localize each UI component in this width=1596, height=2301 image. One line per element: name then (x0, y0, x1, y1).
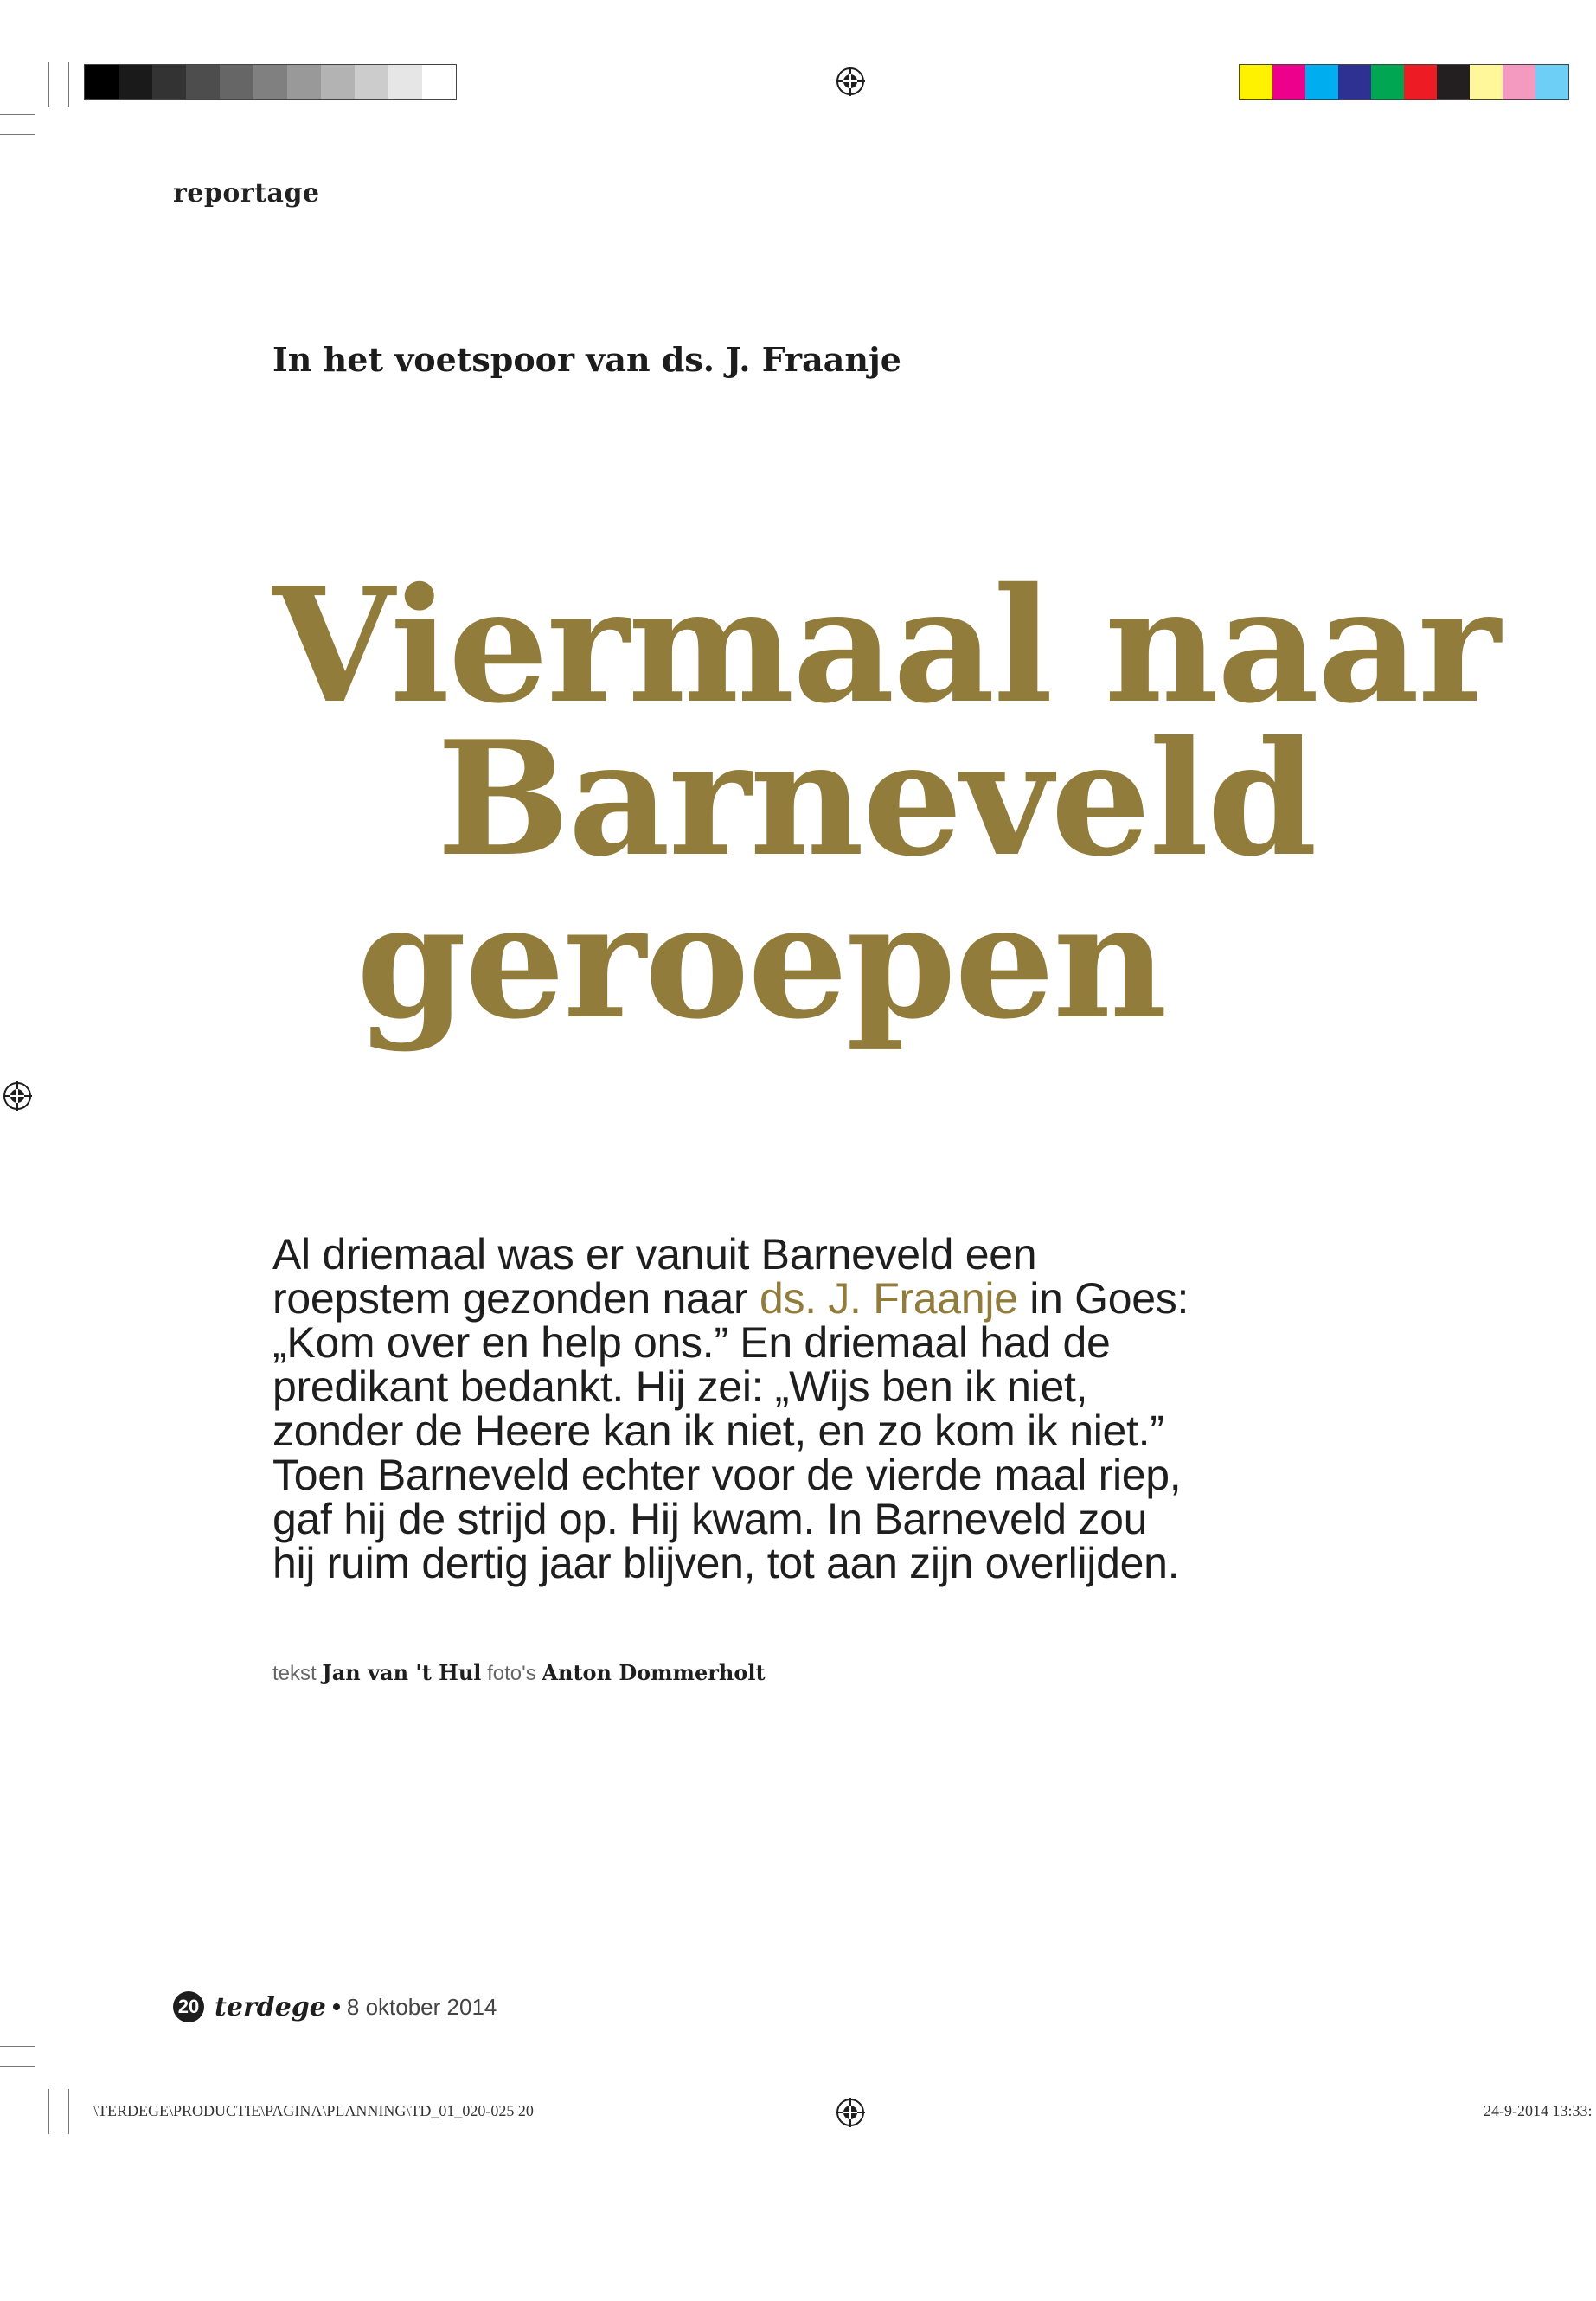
issue-date: 8 oktober 2014 (346, 1993, 497, 2020)
crop-mark (0, 134, 35, 135)
color-swatch (1272, 65, 1305, 99)
color-swatch (220, 65, 253, 99)
crop-mark (48, 62, 49, 107)
intro-line: hij ruim dertig jaar blijven, tot aan zijn overlijden. (272, 1539, 1180, 1587)
headline-line: Viermaal naar (272, 553, 1499, 738)
color-swatch (1404, 65, 1437, 99)
kicker: In het voetspoor van ds. J. Fraanje (272, 340, 901, 379)
production-timestamp: 24-9-2014 13:33: (1484, 2102, 1593, 2119)
intro-highlight: ds. J. Fraanje (759, 1274, 1018, 1323)
color-swatch (1338, 65, 1371, 99)
color-swatch (1470, 65, 1503, 99)
color-swatch (388, 65, 422, 99)
color-swatch (1305, 65, 1338, 99)
crop-mark (0, 2066, 35, 2067)
color-swatch (355, 65, 388, 99)
intro-line: gaf hij de strijd op. Hij kwam. In Barneveld zou (272, 1495, 1148, 1543)
page-folio (173, 1991, 497, 2022)
bullet-separator (333, 2003, 340, 2010)
intro-text: roepstem gezonden naar (272, 1274, 760, 1323)
color-swatch (253, 65, 287, 99)
intro-line: Al driemaal was er vanuit Barneveld een (272, 1230, 1037, 1279)
color-swatch (85, 65, 119, 99)
color-swatch (422, 65, 456, 99)
intro-line: predikant bedankt. Hij zei: „Wijs ben ik niet, (272, 1362, 1088, 1411)
section-label: reportage (173, 178, 320, 208)
credit-text-label: tekst (272, 1662, 317, 1685)
credit-photographer: Anton Dommerholt (542, 1660, 766, 1685)
color-swatch (152, 65, 186, 99)
intro-line (272, 1274, 1397, 1323)
headline-line: Barneveld (437, 706, 1316, 891)
production-slug: \TERDEGE\PRODUCTIE\PAGINA\PLANNING\TD_01_020-025 20 (93, 2102, 534, 2119)
credit-author: Jan van 't Hul (322, 1660, 482, 1685)
registration-target-icon (3, 1081, 32, 1111)
gray-calibration-strip (84, 64, 457, 100)
color-swatch (1437, 65, 1470, 99)
intro-line: zonder de Heere kan ik niet, en zo kom ik niet.” (272, 1407, 1164, 1455)
registration-target-icon (836, 2098, 865, 2127)
crop-mark (0, 2046, 35, 2047)
crop-mark (68, 62, 69, 107)
credit-photo-label: foto's (487, 1662, 536, 1685)
brand-logo: terdege (215, 1991, 326, 2022)
crop-mark (0, 114, 35, 115)
headline-line: geroepen (356, 868, 1166, 1054)
credits (272, 1660, 766, 1686)
color-calibration-strip (1239, 64, 1569, 100)
color-swatch (119, 65, 152, 99)
color-swatch (1503, 65, 1535, 99)
crop-mark (68, 2089, 69, 2134)
color-swatch (1240, 65, 1272, 99)
intro-paragraph (272, 1230, 1397, 1587)
intro-text: in Goes: (1017, 1274, 1189, 1323)
color-swatch (287, 65, 321, 99)
color-swatch (186, 65, 220, 99)
intro-line: Toen Barneveld echter voor de vierde maal riep, (272, 1451, 1182, 1499)
registration-target-icon (836, 67, 865, 96)
color-swatch (321, 65, 355, 99)
color-swatch (1371, 65, 1404, 99)
intro-line: „Kom over en help ons.” En driemaal had de (272, 1318, 1111, 1367)
color-swatch (1535, 65, 1568, 99)
crop-mark (48, 2089, 49, 2134)
page-number-badge: 20 (173, 1991, 204, 2022)
